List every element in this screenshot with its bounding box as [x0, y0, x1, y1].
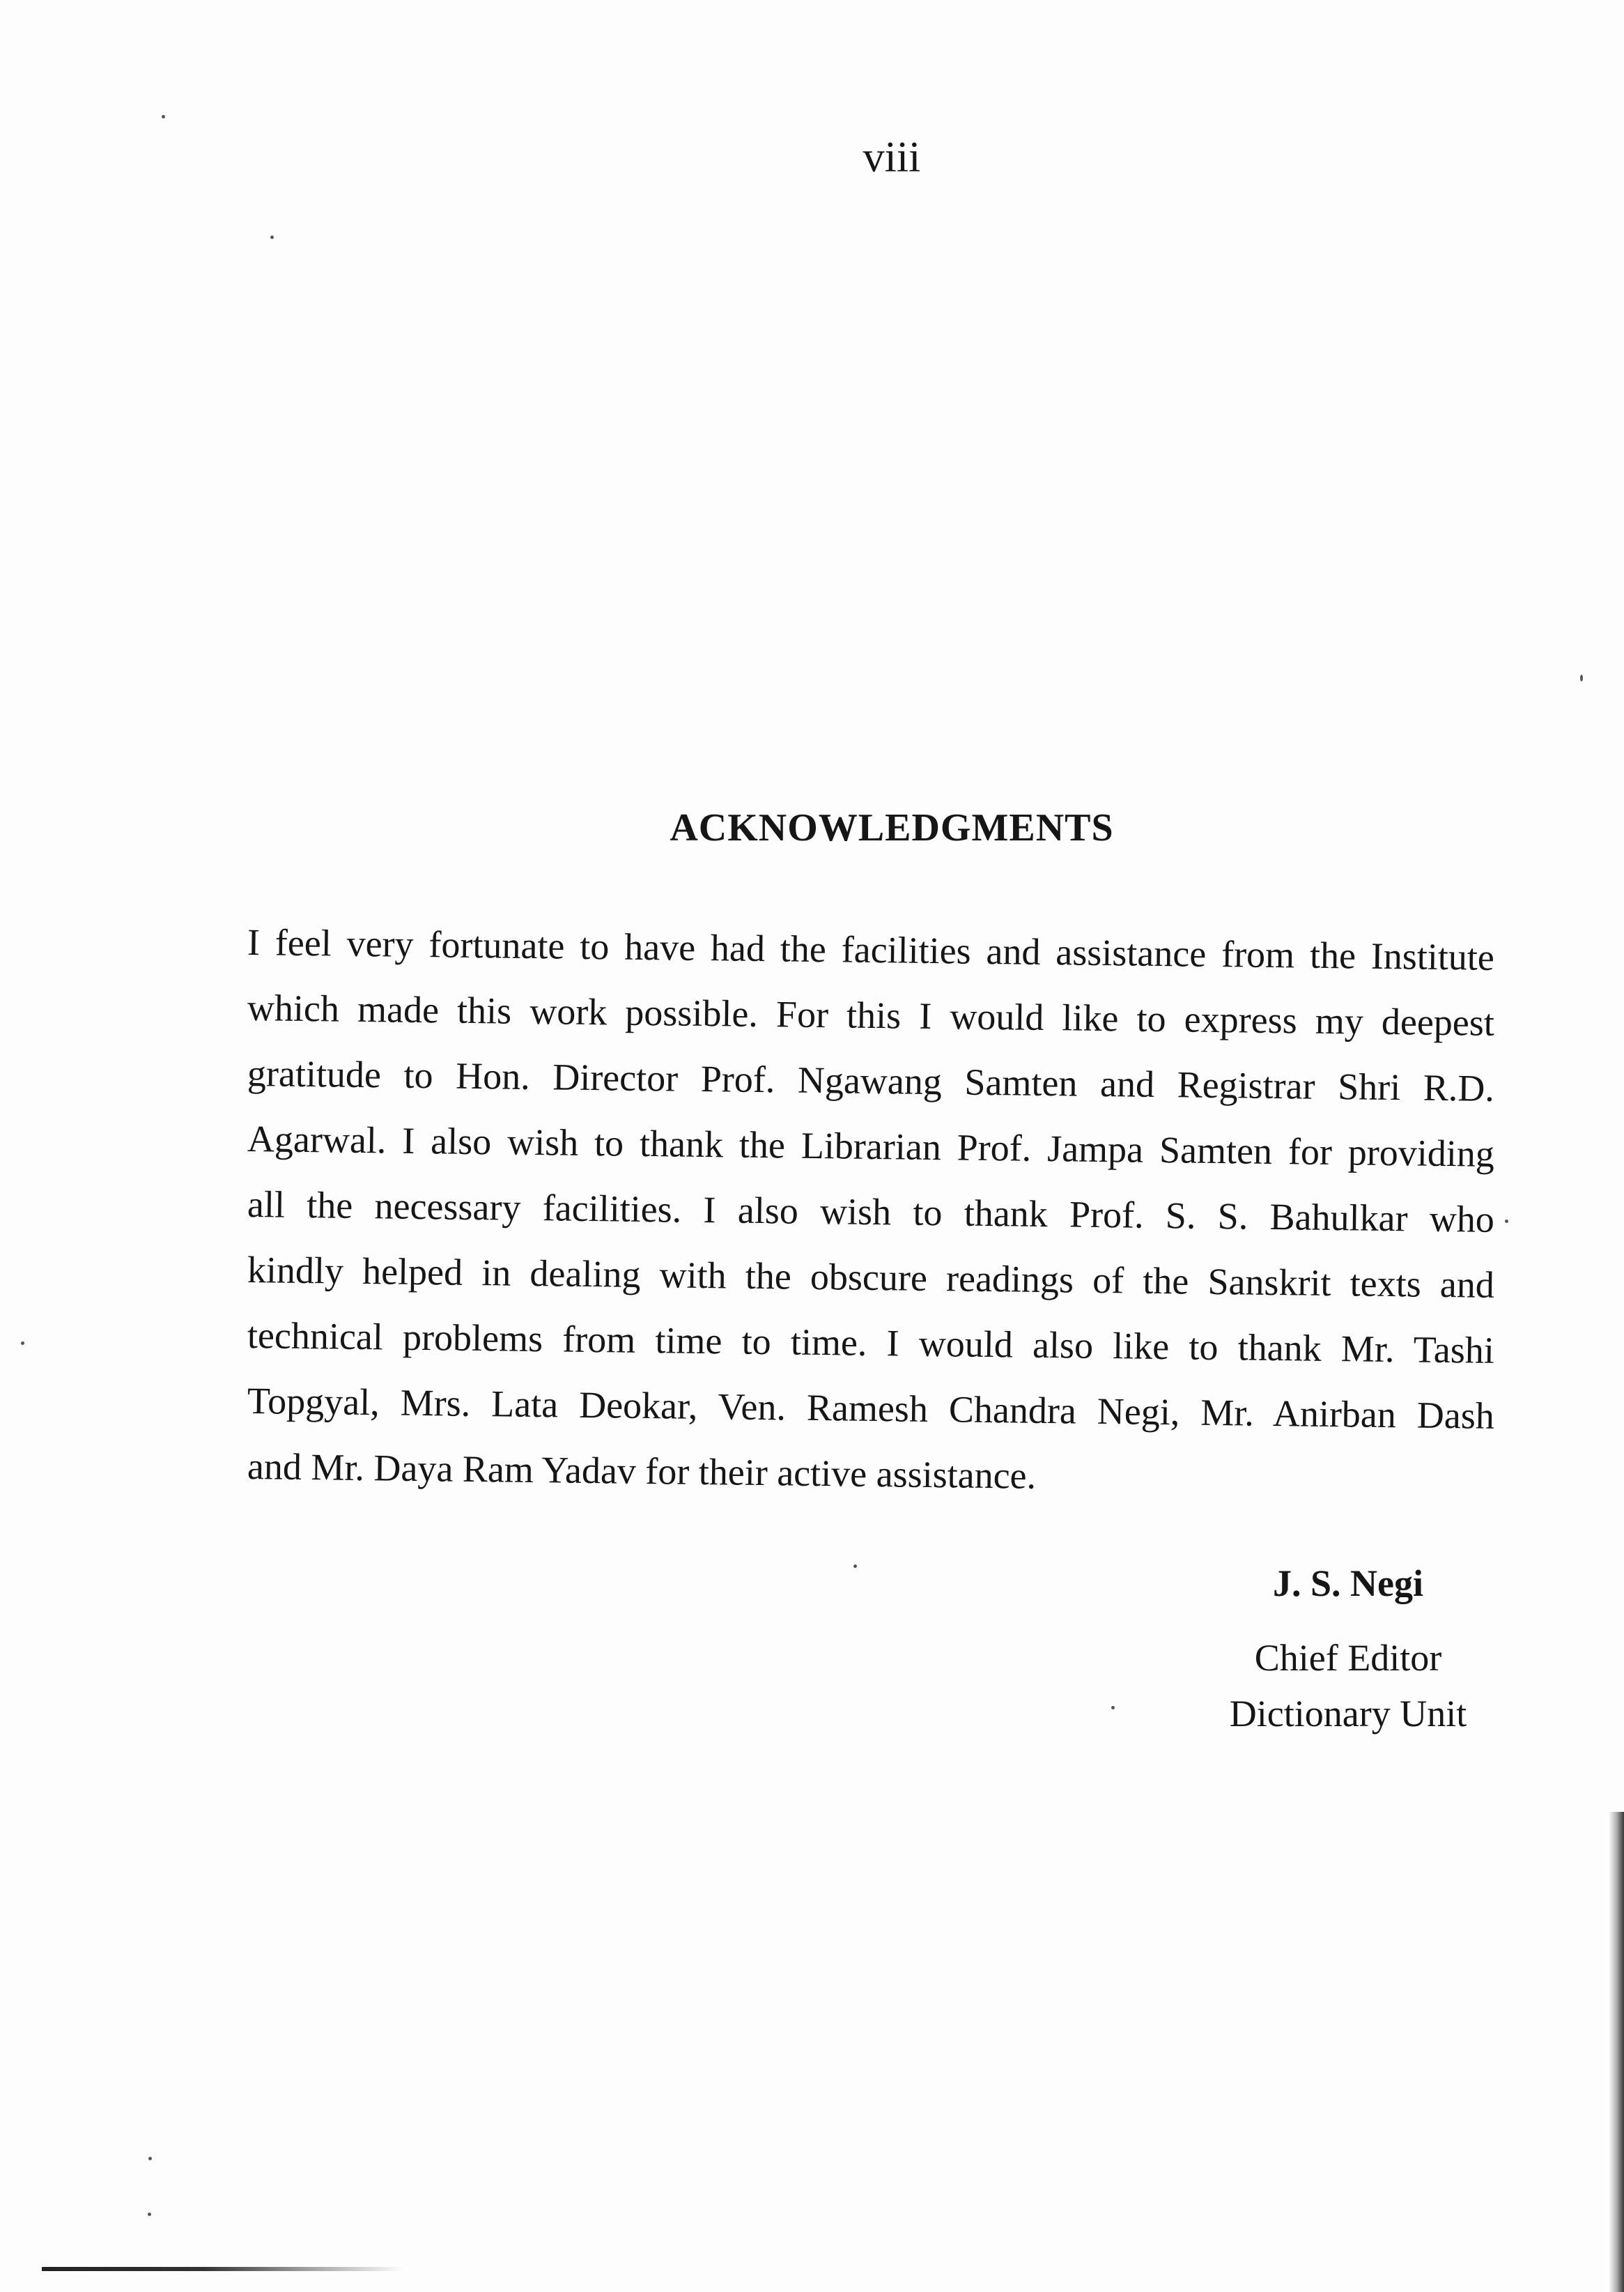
signature-block [1184, 1564, 1512, 1741]
paragraph-line: gratitude to Hon. Director Prof. Ngawang Samten and Registrar Shri R.D. [247, 1052, 1495, 1109]
paragraph-line: kindly helped in dealing with the obscure readings of the Sanskrit texts and [247, 1249, 1495, 1306]
page-title: ACKNOWLEDGMENTS [670, 806, 1114, 849]
paragraph-line: all the necessary facilities. I also wish to thank Prof. S. S. Bahulkar who [247, 1183, 1495, 1240]
scan-edge-shadow [1609, 1812, 1624, 2292]
paragraph-line: Agarwal. I also wish to thank the Librarian Prof. Jampa Samten for providing [247, 1118, 1495, 1175]
signatory-title: Chief Editor [1254, 1637, 1442, 1679]
scan-speck [1580, 675, 1583, 682]
page-number: viii [863, 134, 921, 181]
acknowledgment-paragraph [247, 909, 1494, 1499]
signatory-unit: Dictionary Unit [1229, 1693, 1467, 1735]
scan-speck [1505, 1220, 1508, 1223]
scan-speck [148, 2157, 152, 2160]
scan-speck [21, 1341, 24, 1345]
scan-bottom-mark [42, 2267, 404, 2271]
scan-speck [162, 115, 165, 118]
paragraph-line: Topgyal, Mrs. Lata Deokar, Ven. Ramesh Chandra Negi, Mr. Anirban Dash [247, 1380, 1495, 1437]
signatory-name: J. S. Negi [1273, 1562, 1423, 1604]
scan-speck [270, 236, 274, 239]
scan-speck [1111, 1706, 1115, 1709]
paragraph-line: and Mr. Daya Ram Yadav for their active assistance. [247, 1445, 1037, 1497]
scan-speck [853, 1564, 857, 1568]
scan-speck [148, 2213, 151, 2216]
paragraph-line: which made this work possible. For this I would like to express my deepest [247, 987, 1495, 1044]
paragraph-line: technical problems from time to time. I would also like to thank Mr. Tashi [247, 1314, 1495, 1371]
paragraph-line: I feel very fortunate to have had the facilities and assistance from the Institute [247, 921, 1495, 978]
